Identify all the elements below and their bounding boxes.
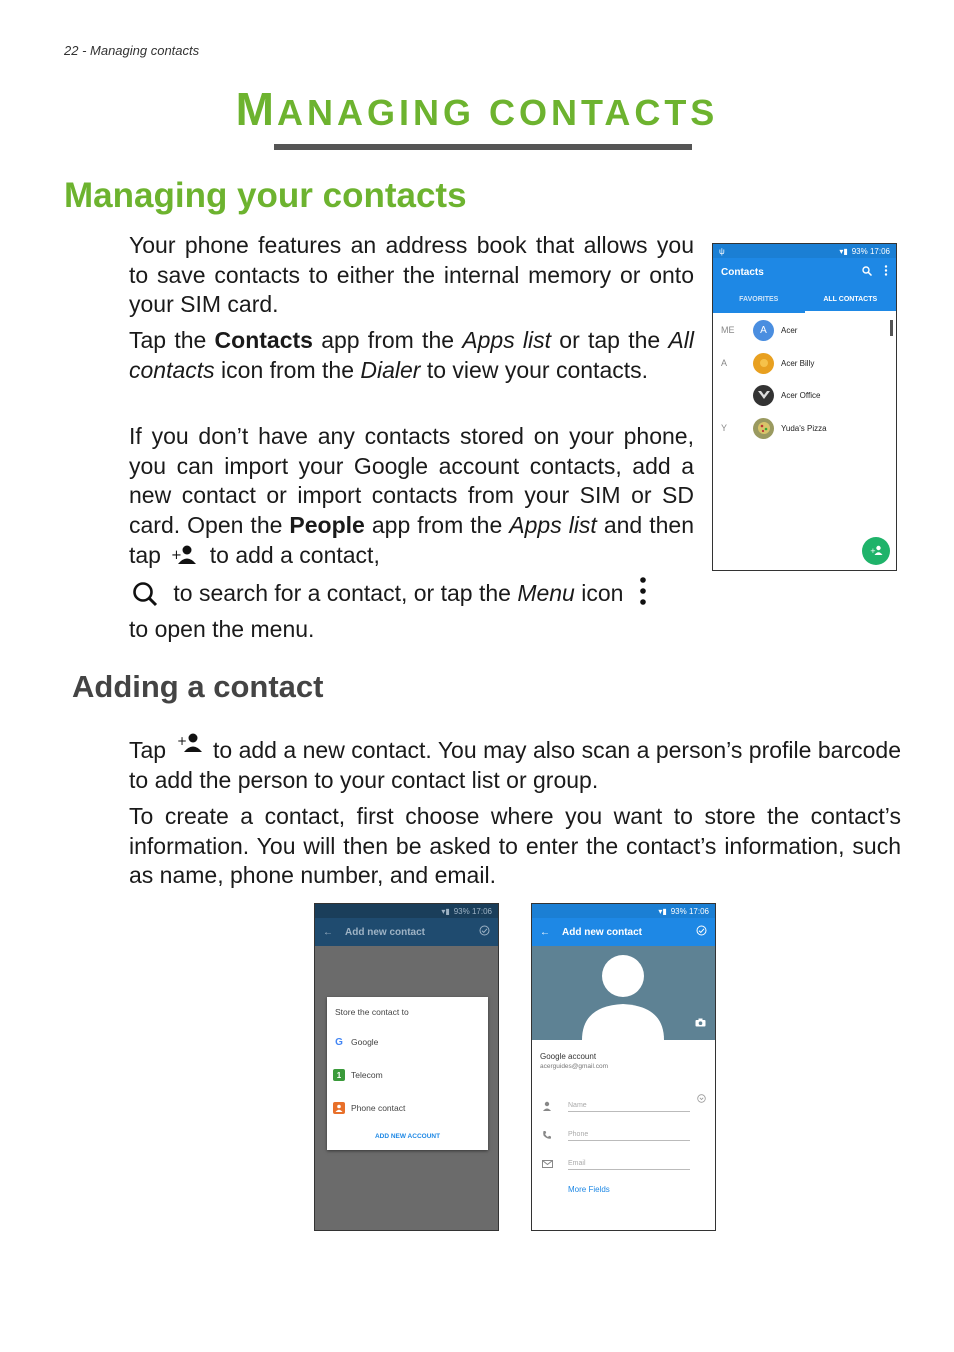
search-icon: [131, 580, 159, 616]
add-contact-icon: [870, 542, 883, 560]
status-bar: ψ ▾▮ 93% 17:06: [713, 244, 896, 258]
app-title: Add new contact: [345, 926, 426, 938]
tab-favorites[interactable]: FAVORITES: [739, 296, 779, 303]
email-field[interactable]: Email: [540, 1152, 712, 1170]
avatar: [753, 385, 774, 406]
expand-icon[interactable]: [697, 1090, 706, 1108]
list-item[interactable]: Acer Office: [713, 380, 896, 410]
avatar: [753, 353, 774, 374]
svg-text:+: +: [869, 547, 876, 555]
paragraph-intro: Your phone features an address book that allows you to save contacts to either the internal memory or onto your SIM card.: [129, 232, 694, 317]
menu-icon: [636, 576, 650, 614]
list-item[interactable]: A Acer Billy: [713, 348, 896, 378]
section-heading-adding: Adding a contact: [72, 669, 324, 704]
option-phone-contact[interactable]: Phone contact: [333, 1102, 405, 1114]
app-bar: [532, 918, 715, 946]
wifi-signal-icon: ▾▮: [441, 906, 450, 916]
status-bar: ▾▮ 93% 17:06: [315, 904, 498, 918]
check-icon[interactable]: [696, 925, 707, 939]
person-icon: [540, 1100, 554, 1112]
person-silhouette-icon: [532, 946, 715, 1040]
back-arrow-icon[interactable]: ←: [323, 926, 333, 938]
option-google[interactable]: G Google: [333, 1036, 378, 1048]
avatar: [753, 418, 774, 439]
tab-bar: [713, 286, 896, 313]
wifi-signal-icon: ▾▮: [839, 246, 848, 256]
sim-icon: 1: [333, 1069, 345, 1081]
search-icon[interactable]: [862, 266, 872, 279]
paragraph-tap-add: Tap + to add a new contact. You may also scan a person’s profile barcode to add the person to your contact list or group.: [129, 734, 901, 793]
back-arrow-icon[interactable]: ←: [540, 926, 550, 938]
check-icon[interactable]: [479, 925, 490, 939]
list-item[interactable]: ME A Acer: [713, 315, 896, 345]
chapter-title: [0, 82, 954, 136]
paragraph-create-contact: To create a contact, first choose where you want to store the contact’s information. You will then be asked to enter the contact’s information, such as name, phone number, and email.: [129, 803, 901, 888]
wifi-signal-icon: ▾▮: [658, 906, 667, 916]
more-fields-link[interactable]: More Fields: [568, 1185, 610, 1194]
option-telecom[interactable]: 1 Telecom: [333, 1069, 383, 1081]
add-contact-icon: [177, 733, 203, 763]
add-new-account-button[interactable]: ADD NEW ACCOUNT: [374, 1133, 441, 1140]
avatar: A: [753, 320, 774, 341]
svg-text:+: +: [171, 548, 183, 563]
chapter-title-cap: M: [235, 83, 277, 135]
tab-all-contacts[interactable]: ALL CONTACTS: [805, 286, 897, 313]
app-bar: [315, 918, 498, 946]
chapter-rule: [274, 144, 692, 150]
chapter-title-rest: ANAGING CONTACTS: [277, 92, 719, 133]
add-contact-icon: [171, 544, 197, 574]
status-bar: ▾▮ 93% 17:06: [532, 904, 715, 918]
app-title: Add new contact: [562, 926, 643, 938]
camera-icon[interactable]: [695, 1014, 706, 1032]
paragraph-tap-contacts: Tap the Contacts app from the Apps list or tap the All contacts icon from the Dialer to view your contacts.: [129, 327, 694, 383]
svg-text:+: +: [176, 734, 187, 749]
phone-contact-icon: [333, 1102, 345, 1114]
app-title: Contacts: [721, 266, 764, 278]
store-contact-screenshot: [314, 903, 499, 1231]
email-icon: [540, 1158, 554, 1170]
store-contact-dialog: [327, 997, 488, 1150]
list-item[interactable]: Y Yuda's Pizza: [713, 413, 896, 443]
running-head: 22 - Managing contacts: [64, 43, 200, 58]
app-bar: [713, 258, 896, 286]
phone-field[interactable]: Phone: [540, 1123, 712, 1141]
section-heading-managing: Managing your contacts: [64, 176, 467, 215]
phone-icon: [540, 1129, 554, 1141]
scrollbar[interactable]: [890, 320, 893, 336]
menu-icon[interactable]: [884, 265, 888, 279]
usb-icon: ψ: [719, 246, 725, 256]
dialog-title: Store the contact to: [335, 1007, 409, 1017]
contact-photo[interactable]: [532, 946, 715, 1040]
google-icon: G: [335, 1036, 343, 1048]
name-field[interactable]: Name: [540, 1094, 712, 1112]
add-new-contact-screenshot: [531, 903, 716, 1231]
add-contact-button[interactable]: [862, 537, 890, 565]
account-info: Google account acerguides@gmail.com: [540, 1052, 609, 1070]
paragraph-import: If you don’t have any contacts stored on your phone, you can import your Google account contacts, add a new contact or import contacts from your SIM or SD card. Open the People app from the Apps list and then tap + to add a contact, to search for a contact, or tap the Menu icon to open the menu.: [129, 423, 694, 642]
contacts-screenshot: [712, 243, 897, 571]
